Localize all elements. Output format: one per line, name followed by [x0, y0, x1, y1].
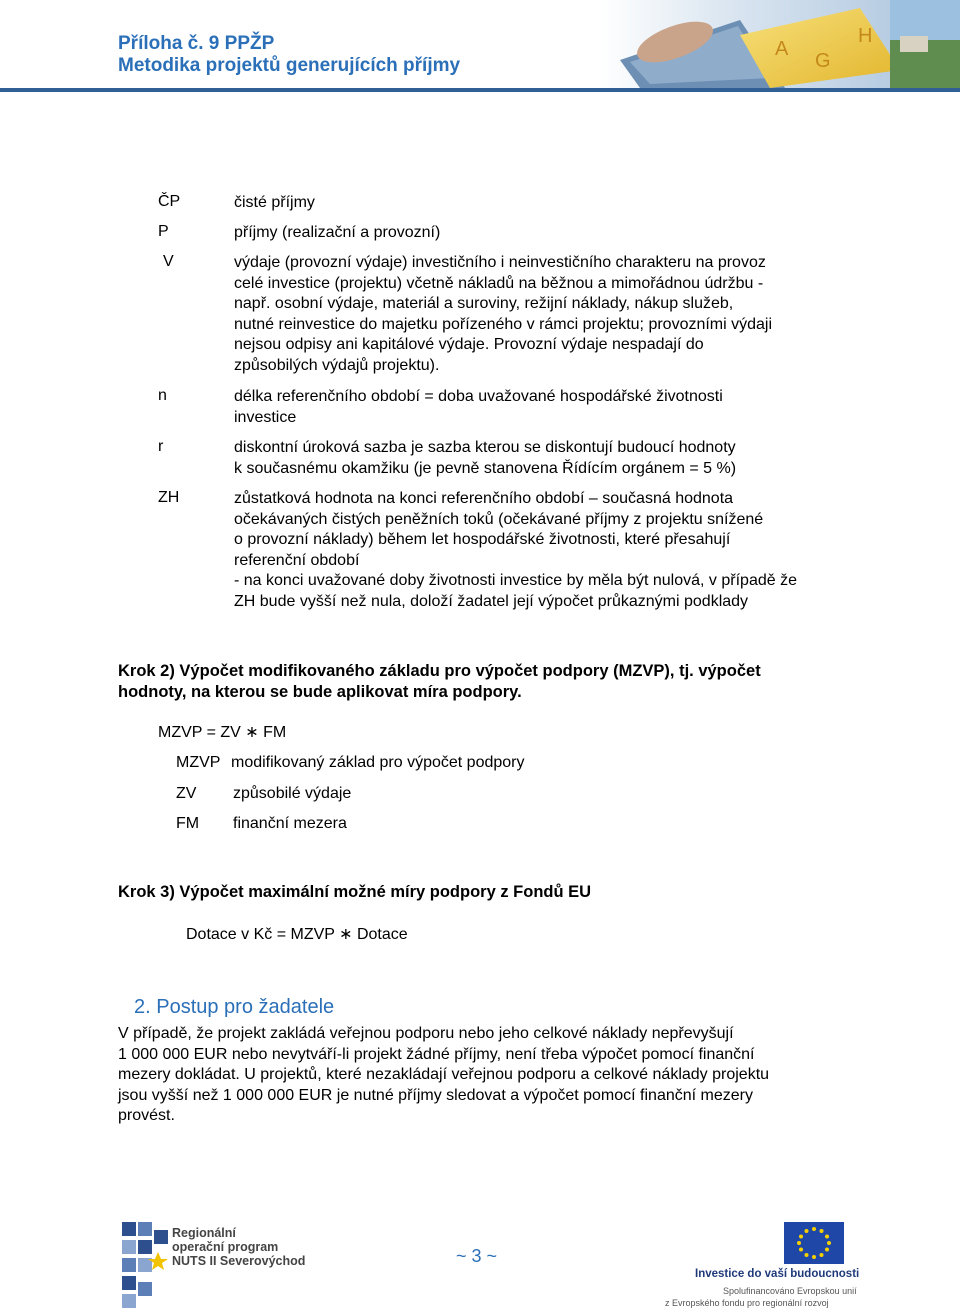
definition-line: délka referenčního období = doba uvažované hospodářské životnosti	[234, 388, 723, 405]
definition-text-p: příjmy (realizační a provozní)	[234, 224, 441, 241]
svg-text:H: H	[858, 25, 873, 47]
definition-text-r	[234, 438, 838, 479]
rop-logo-line: operační program	[172, 1240, 279, 1254]
definition-term-cp: ČP	[158, 193, 181, 210]
page-number: ~ 3 ~	[456, 1246, 498, 1266]
definition-line: investice	[234, 408, 297, 426]
definition-term-zh: ZH	[158, 489, 180, 506]
definition-line: - na konci uvažované doby životnosti investice by měla být nulová, v případě že	[234, 572, 797, 589]
definition-line: k současnému okamžiku (je pevně stanovena Řídícím orgánem = 5 %)	[234, 459, 737, 477]
section-heading: 2. Postup pro žadatele	[134, 996, 335, 1018]
definition-term-v: V	[163, 253, 174, 270]
paragraph-line: jsou vyšší než 1 000 000 EUR je nutné příjmy sledovat a výpočet pomocí finanční mezery	[118, 1086, 753, 1104]
document-title: Příloha č. 9 PPŽP	[118, 33, 275, 54]
eu-caption-sub2: z Evropského fondu pro regionální rozvoj	[665, 1298, 829, 1308]
header-banner-image	[600, 0, 960, 88]
definition-line: zůstatková hodnota na konci referenčního období – současná hodnota	[234, 490, 734, 507]
definition-line: např. osobní výdaje, materiál a suroviny, režijní náklady, nákup služeb,	[234, 295, 734, 312]
paragraph-line: mezery dokládat. U projektů, které nezakládají veřejnou podporu a celkové náklady projektu	[118, 1066, 770, 1083]
paragraph-line: provést.	[118, 1107, 175, 1124]
step3-heading: Krok 3) Výpočet maximální možné míry podpory z Fondů EU	[118, 883, 592, 901]
legend-term-zv: ZV	[176, 785, 197, 802]
legend-desc-mzvp: modifikovaný základ pro výpočet podpory	[231, 754, 525, 771]
definition-line: referenční období	[234, 551, 360, 569]
definition-text-zh	[234, 489, 838, 612]
rop-logo-line: NUTS II Severovýchod	[172, 1254, 306, 1268]
section-paragraph	[118, 1024, 838, 1127]
step2-heading	[118, 661, 838, 703]
definition-line: o provozní náklady) během let hospodářské životnosti, které přesahují	[234, 531, 731, 548]
eu-flag-icon	[784, 1222, 844, 1264]
paragraph-line: 1 000 000 EUR nebo nevytváří-li projekt žádné příjmy, není třeba výpočet pomocí finanční	[118, 1045, 755, 1063]
definition-term-n: n	[158, 387, 167, 404]
rop-logo-text	[172, 1226, 305, 1268]
definition-line: způsobilých výdajů projektu).	[234, 356, 440, 374]
eu-caption-main: Investice do vaší budoucnosti	[695, 1268, 860, 1280]
definition-line: nutné reinvestice do majetku pořízeného v rámci projektu; provozními výdaji	[234, 315, 773, 333]
definition-line: celé investice (projektu) včetně nákladů na běžnou a mimořádnou údržbu -	[234, 274, 764, 292]
definition-text-cp: čisté příjmy	[234, 194, 315, 211]
rop-logo-icon	[122, 1222, 170, 1310]
svg-text:G: G	[815, 50, 831, 72]
step2-formula: MZVP = ZV ∗ FM	[158, 724, 287, 741]
eu-caption-sub1: Spolufinancováno Evropskou unií	[723, 1286, 857, 1296]
definition-line: výdaje (provozní výdaje) investičního i neinvestičního charakteru na provoz	[234, 254, 766, 271]
step2-heading-line: Krok 2) Výpočet modifikovaného základu pro výpočet podpory (MZVP), tj. výpočet	[118, 662, 761, 680]
step2-heading-line: hodnoty, na kterou se bude aplikovat míra podpory.	[118, 683, 522, 701]
legend-desc-fm: finanční mezera	[233, 815, 347, 832]
step3-formula: Dotace v Kč = MZVP ∗ Dotace	[186, 926, 408, 943]
definition-text-v	[234, 253, 838, 376]
document-subtitle: Metodika projektů generujících příjmy	[118, 55, 461, 76]
definition-term-p: P	[158, 223, 169, 240]
legend-term-fm: FM	[176, 815, 200, 832]
paragraph-line: V případě, že projekt zakládá veřejnou podporu nebo jeho celkové náklady nepřevyšují	[118, 1025, 734, 1042]
definition-term-r: r	[158, 438, 164, 455]
definition-line: diskontní úroková sazba je sazba kterou se diskontují budoucí hodnoty	[234, 439, 736, 456]
legend-desc-zv: způsobilé výdaje	[233, 785, 352, 802]
legend-term-mzvp: MZVP	[176, 754, 221, 771]
rop-logo-line: Regionální	[172, 1226, 236, 1240]
header-rule	[0, 88, 960, 92]
definition-line: očekávaných čistých peněžních toků (očekávané příjmy z projektu snížené	[234, 510, 764, 528]
definition-text-n	[234, 387, 838, 428]
definition-line: nejsou odpisy ani kapitálové výdaje. Provozní výdaje nespadají do	[234, 336, 704, 353]
definition-line: ZH bude vyšší než nula, doloží žadatel její výpočet průkaznými podklady	[234, 592, 749, 610]
svg-text:A: A	[775, 38, 789, 60]
